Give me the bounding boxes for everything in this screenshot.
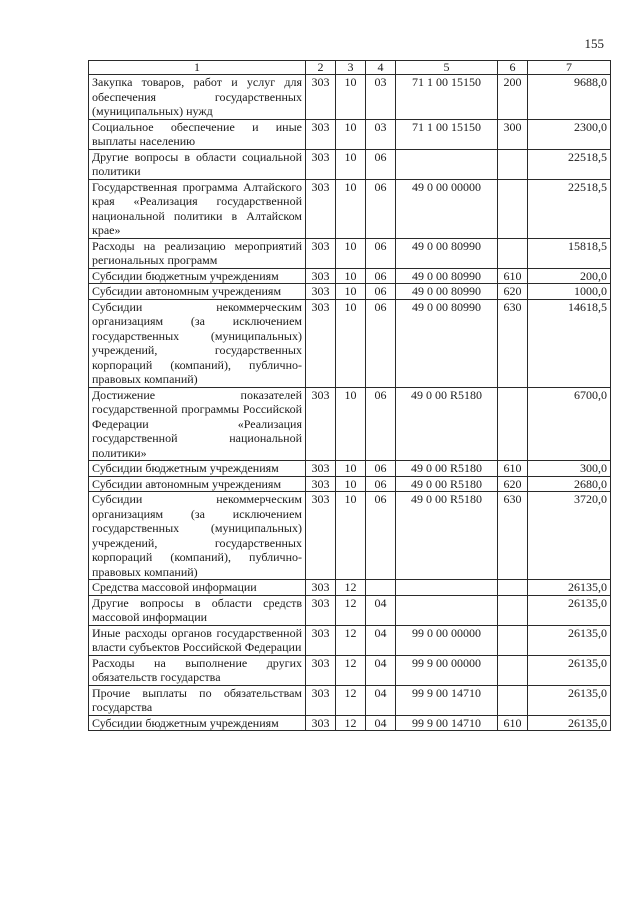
target-article-cell: 49 0 00 80990: [396, 268, 498, 284]
amount-cell: 2680,0: [528, 476, 611, 492]
section-cell: 10: [336, 461, 366, 477]
amount-cell: 26135,0: [528, 625, 611, 655]
amount-cell: 1000,0: [528, 284, 611, 300]
subsection-cell: 04: [366, 715, 396, 731]
subsection-cell: 06: [366, 179, 396, 238]
expense-type-cell: 200: [498, 75, 528, 120]
table-row: [89, 461, 611, 477]
amount-cell: 6700,0: [528, 387, 611, 461]
target-article-cell: [396, 580, 498, 596]
column-header: 2: [306, 61, 336, 75]
target-article-cell: 99 9 00 14710: [396, 685, 498, 715]
section-cell: 12: [336, 625, 366, 655]
expense-type-cell: [498, 655, 528, 685]
table-row: [89, 284, 611, 300]
expense-type-cell: 630: [498, 299, 528, 387]
expense-type-cell: [498, 179, 528, 238]
amount-cell: 3720,0: [528, 492, 611, 580]
target-article-cell: [396, 595, 498, 625]
amount-cell: 26135,0: [528, 685, 611, 715]
target-article-cell: 49 0 00 00000: [396, 179, 498, 238]
row-name-cell: Социальное обеспечение и иные выплаты населению: [89, 119, 306, 149]
subsection-cell: 06: [366, 387, 396, 461]
amount-cell: 26135,0: [528, 595, 611, 625]
admin-code-cell: 303: [306, 655, 336, 685]
table-row: [89, 580, 611, 596]
column-header: 4: [366, 61, 396, 75]
subsection-cell: [366, 580, 396, 596]
table-row: [89, 119, 611, 149]
row-name-cell: Субсидии автономным учреждениям: [89, 284, 306, 300]
subsection-cell: 04: [366, 655, 396, 685]
expense-type-cell: [498, 595, 528, 625]
amount-cell: 9688,0: [528, 75, 611, 120]
expense-type-cell: [498, 238, 528, 268]
subsection-cell: 04: [366, 685, 396, 715]
amount-cell: 22518,5: [528, 149, 611, 179]
target-article-cell: 49 0 00 R5180: [396, 387, 498, 461]
section-cell: 10: [336, 268, 366, 284]
amount-cell: 15818,5: [528, 238, 611, 268]
row-name-cell: Закупка товаров, работ и услуг для обеспечения государственных (муниципальных) нужд: [89, 75, 306, 120]
admin-code-cell: 303: [306, 268, 336, 284]
admin-code-cell: 303: [306, 75, 336, 120]
table-row: [89, 268, 611, 284]
table-row: [89, 685, 611, 715]
section-cell: 10: [336, 119, 366, 149]
amount-cell: 14618,5: [528, 299, 611, 387]
section-cell: 12: [336, 595, 366, 625]
row-name-cell: Другие вопросы в области социальной политики: [89, 149, 306, 179]
amount-cell: 2300,0: [528, 119, 611, 149]
table-row: [89, 476, 611, 492]
column-header: 6: [498, 61, 528, 75]
section-cell: 10: [336, 238, 366, 268]
target-article-cell: 49 0 00 80990: [396, 299, 498, 387]
admin-code-cell: 303: [306, 492, 336, 580]
section-cell: 10: [336, 476, 366, 492]
target-article-cell: 49 0 00 R5180: [396, 476, 498, 492]
expense-type-cell: 610: [498, 268, 528, 284]
table-row: [89, 715, 611, 731]
table-row: [89, 149, 611, 179]
section-cell: 12: [336, 580, 366, 596]
row-name-cell: Субсидии некоммерческим организациям (за исключением государственных (муниципальных) учреждений, государственных корпораций (компаний), публично-правовых компаний): [89, 492, 306, 580]
section-cell: 10: [336, 179, 366, 238]
page-number: 155: [584, 36, 604, 51]
target-article-cell: 71 1 00 15150: [396, 119, 498, 149]
admin-code-cell: 303: [306, 685, 336, 715]
subsection-cell: 06: [366, 476, 396, 492]
subsection-cell: 04: [366, 595, 396, 625]
expense-type-cell: [498, 387, 528, 461]
target-article-cell: 49 0 00 R5180: [396, 461, 498, 477]
subsection-cell: 06: [366, 492, 396, 580]
table-row: [89, 387, 611, 461]
expense-type-cell: 610: [498, 715, 528, 731]
admin-code-cell: 303: [306, 476, 336, 492]
amount-cell: 200,0: [528, 268, 611, 284]
expense-type-cell: 620: [498, 284, 528, 300]
amount-cell: 26135,0: [528, 580, 611, 596]
target-article-cell: 99 0 00 00000: [396, 625, 498, 655]
row-name-cell: Субсидии бюджетным учреждениям: [89, 461, 306, 477]
expense-type-cell: 300: [498, 119, 528, 149]
column-header: 7: [528, 61, 611, 75]
section-cell: 10: [336, 492, 366, 580]
section-cell: 10: [336, 284, 366, 300]
section-cell: 10: [336, 149, 366, 179]
admin-code-cell: 303: [306, 387, 336, 461]
section-cell: 12: [336, 685, 366, 715]
subsection-cell: 04: [366, 625, 396, 655]
subsection-cell: 03: [366, 75, 396, 120]
table-row: [89, 179, 611, 238]
admin-code-cell: 303: [306, 238, 336, 268]
subsection-cell: 06: [366, 268, 396, 284]
subsection-cell: 06: [366, 461, 396, 477]
section-cell: 10: [336, 75, 366, 120]
section-cell: 12: [336, 715, 366, 731]
row-name-cell: Средства массовой информации: [89, 580, 306, 596]
expense-type-cell: 610: [498, 461, 528, 477]
row-name-cell: Прочие выплаты по обязательствам государства: [89, 685, 306, 715]
row-name-cell: Расходы на реализацию мероприятий региональных программ: [89, 238, 306, 268]
column-header: 3: [336, 61, 366, 75]
table-row: [89, 238, 611, 268]
row-name-cell: Субсидии автономным учреждениям: [89, 476, 306, 492]
admin-code-cell: 303: [306, 580, 336, 596]
table-row: [89, 492, 611, 580]
admin-code-cell: 303: [306, 595, 336, 625]
expense-type-cell: [498, 580, 528, 596]
section-cell: 12: [336, 655, 366, 685]
admin-code-cell: 303: [306, 625, 336, 655]
row-name-cell: Другие вопросы в области средств массовой информации: [89, 595, 306, 625]
row-name-cell: Субсидии бюджетным учреждениям: [89, 715, 306, 731]
admin-code-cell: 303: [306, 284, 336, 300]
target-article-cell: 99 9 00 14710: [396, 715, 498, 731]
admin-code-cell: 303: [306, 149, 336, 179]
subsection-cell: 06: [366, 149, 396, 179]
section-cell: 10: [336, 299, 366, 387]
admin-code-cell: 303: [306, 299, 336, 387]
subsection-cell: 06: [366, 284, 396, 300]
budget-table: [88, 60, 611, 731]
amount-cell: 26135,0: [528, 715, 611, 731]
table-row: [89, 595, 611, 625]
column-header: 5: [396, 61, 498, 75]
row-name-cell: Иные расходы органов государственной власти субъектов Российской Федерации: [89, 625, 306, 655]
row-name-cell: Государственная программа Алтайского края «Реализация государственной национальной политики в Алтайском крае»: [89, 179, 306, 238]
expense-type-cell: 620: [498, 476, 528, 492]
admin-code-cell: 303: [306, 179, 336, 238]
amount-cell: 300,0: [528, 461, 611, 477]
table-header: [89, 61, 611, 75]
table-body: [89, 75, 611, 731]
table-row: [89, 625, 611, 655]
admin-code-cell: 303: [306, 461, 336, 477]
target-article-cell: 49 0 00 80990: [396, 284, 498, 300]
row-name-cell: Субсидии бюджетным учреждениям: [89, 268, 306, 284]
table-row: [89, 655, 611, 685]
row-name-cell: Субсидии некоммерческим организациям (за исключением государственных (муниципальных) учреждений, государственных корпораций (компаний), публично-правовых компаний): [89, 299, 306, 387]
expense-type-cell: [498, 625, 528, 655]
header-row: [89, 61, 611, 75]
subsection-cell: 06: [366, 299, 396, 387]
section-cell: 10: [336, 387, 366, 461]
target-article-cell: 71 1 00 15150: [396, 75, 498, 120]
admin-code-cell: 303: [306, 715, 336, 731]
expense-type-cell: [498, 685, 528, 715]
row-name-cell: Расходы на выполнение других обязательств государства: [89, 655, 306, 685]
table-row: [89, 299, 611, 387]
expense-type-cell: [498, 149, 528, 179]
expense-type-cell: 630: [498, 492, 528, 580]
target-article-cell: 49 0 00 80990: [396, 238, 498, 268]
subsection-cell: 06: [366, 238, 396, 268]
table-row: [89, 75, 611, 120]
target-article-cell: [396, 149, 498, 179]
admin-code-cell: 303: [306, 119, 336, 149]
subsection-cell: 03: [366, 119, 396, 149]
column-header: 1: [89, 61, 306, 75]
target-article-cell: 49 0 00 R5180: [396, 492, 498, 580]
row-name-cell: Достижение показателей государственной программы Российской Федерации «Реализация государственной национальной политики»: [89, 387, 306, 461]
target-article-cell: 99 9 00 00000: [396, 655, 498, 685]
amount-cell: 22518,5: [528, 179, 611, 238]
amount-cell: 26135,0: [528, 655, 611, 685]
